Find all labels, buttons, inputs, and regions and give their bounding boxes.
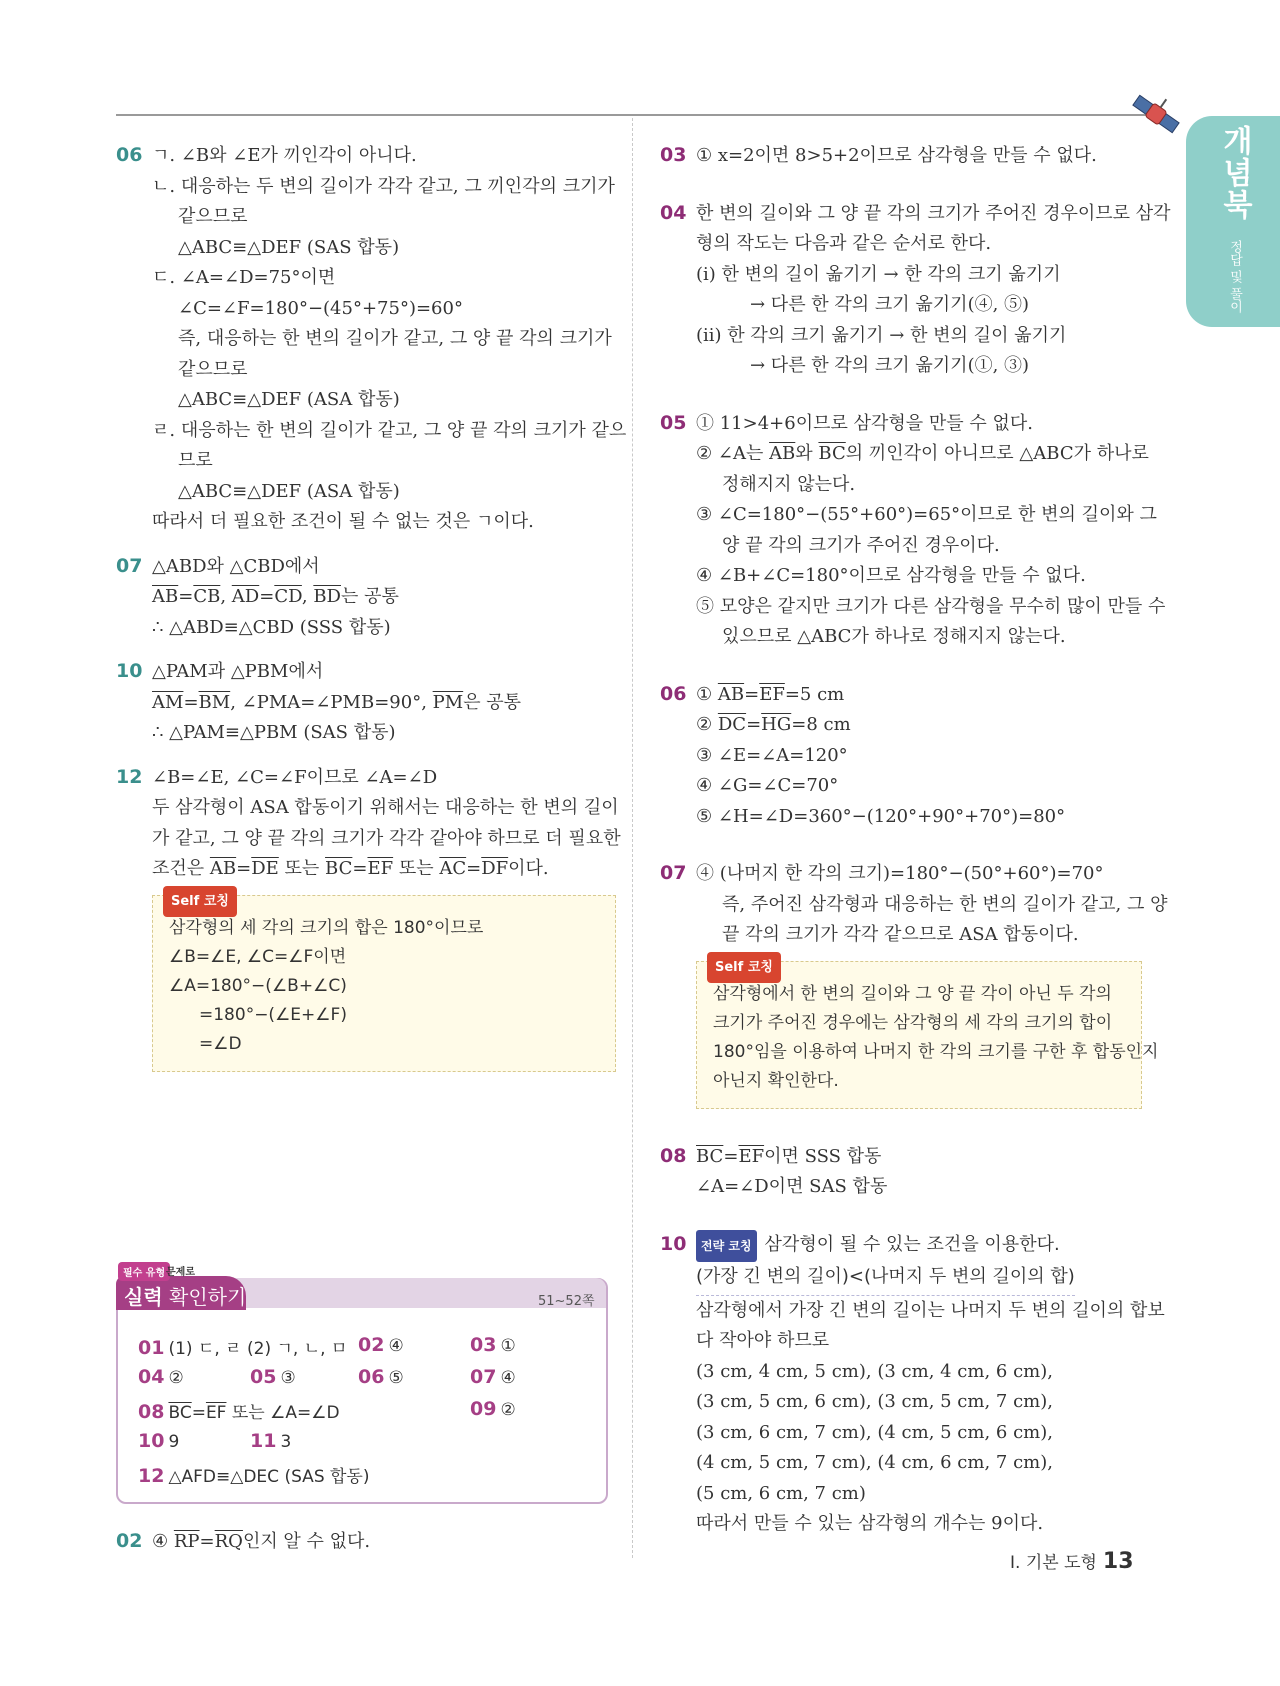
coaching-tag: Self 코칭 (163, 886, 237, 917)
self-coaching-box: Self 코칭 삼각형의 세 각의 크기의 합은 180°이므로 ∠B=∠E, ∠C=∠F이면 ∠A=180°−(∠B+∠C) =180°−(∠E+∠F) =∠D (152, 895, 616, 1072)
text-line: (4 cm, 5 cm, 7 cm), (4 cm, 6 cm, 7 cm), (696, 1452, 1053, 1473)
text-line: ④ (나머지 한 각의 크기)=180°−(50°+60°)=70° (696, 863, 1104, 884)
problem-number: 08 (660, 1144, 687, 1167)
answer-12: 12 △AFD≡△DEC (SAS 합동) (138, 1465, 370, 1487)
problem-06-line1: 06 ㄱ. ∠B와 ∠E가 끼인각이 아니다. (116, 140, 616, 172)
top-rule (116, 114, 1164, 116)
text-line: △ABC≡△DEF (ASA 합동) (178, 480, 400, 502)
text-line: ∴ △ABD≡△CBD (SSS 합동) (152, 616, 391, 638)
self-coaching-box: Self 코칭 삼각형에서 한 변의 길이와 그 양 끝 각이 아닌 두 각의 크기가 주어진 경우에는 삼각형의 세 각의 크기의 합이 180°임을 이용하여 나머지 한 각의 크기를 구한 후 합동인지 아닌지 확인한다. (696, 961, 1142, 1109)
text-line: (3 cm, 5 cm, 6 cm), (3 cm, 5 cm, 7 cm), (696, 1391, 1053, 1412)
text-line: 같으므로 (178, 206, 248, 227)
text-line: ③ ∠E=∠A=120° (696, 744, 848, 766)
text-line: 양 끝 각의 크기가 주어진 경우이다. (722, 534, 1000, 556)
text-line: 두 삼각형이 ASA 합동이기 위해서는 대응하는 한 변의 길이 (152, 797, 619, 818)
answer-08: 08 $\overline{BC}=\overline{EF}$ 또는 ∠A=∠D (138, 1401, 340, 1423)
problem-number: 06 (116, 144, 143, 166)
problem-number: 02 (116, 1530, 143, 1552)
text-line: 정해지지 않는다. (722, 473, 856, 495)
text-line: ② ∠A는 $\overline{AB}$와 $\overline{BC}$의 끼인각이 아니므로 △ABC가 하나로 (696, 443, 1149, 464)
text-line: → 다른 한 각의 크기 옮기기(④, ⑤) (750, 294, 1030, 315)
tab-subtitle: 정답 및 풀이 (1227, 240, 1242, 314)
tab-title: 개념북 (1217, 125, 1252, 221)
column-divider (632, 118, 633, 1558)
problem-02: 02 ④ $\overline{RP}=\overline{RQ}$인지 알 수 없다. (116, 1526, 616, 1558)
text-line: 조건은 $\overline{AB}=\overline{DE}$ 또는 $\overline{BC}=\overline{EF}$ 또는 $\overline{AC}=\overline{DF}$이다. (152, 858, 549, 879)
badge-required: 필수 유형 (118, 1262, 170, 1281)
text-line: ㄴ. 대응하는 두 변의 길이가 각각 같고, 그 끼인각의 크기가 (152, 175, 615, 197)
right-column: 03 ① x=2이면 8>5+2이므로 삼각형을 만들 수 없다. 04 한 변의 길이와 그 양 끝 각의 크기가 주어진 경우이므로 삼각 형의 작도는 다음과 같은 순서로 한다. (ⅰ) 한 변의 길이 옮기기 → 한 각의 크기 옮기기 → 다른 한 각의 크기 옮기기(④, ⑤) (ⅱ) 한 각의 크기 옮기기 → 한 변의 길이 옮기기 → 다른 한 각의 크기 옮기기(①, ③) 05 ① 11>4+6이므로 삼각형을 만들 수 없다. ② ∠A는 $\overline{AB}$와 $\overline{BC}$의 끼인각이 아니므로 △ABC가 하나로 정해지지 않는다. ③ ∠C=180°−(55°+60°)=65°이므로 한 변의 길이와 그 양 끝 각의 크기가 주어진 경우이다. ④ ∠B+∠C=180°이므로 삼각형을 만들 수 없다. ⑤ 모양은 같지만 크기가 다른 삼각형을 무수히 많이 만들 수 있으므로 △ABC가 하나로 정해지지 않는다. 06 ① $\overline{AB}=\overline{EF}=5$ cm ② $\overline{DC}=\overline{HG}=8$ cm ③ ∠E=∠A=120° ④ ∠G=∠C=70° ⑤ ∠H=∠D=360°−(120°+90°+70°)=80° 07 ④ (나머지 한 각의 크기)=180°−(50°+60°)=70° 즉, 주어진 삼각형과 대응하는 한 변의 길이가 같고, 그 양 끝 각의 크기가 각각 같으므로 ASA 합동이다. Self 코칭 삼각형에서 한 변의 길이와 그 양 끝 각이 아닌 두 각의 크기가 주어진 경우에는 삼각형의 세 각의 크기의 합이 180°임을 이용하여 나머지 한 각의 크기를 구한 후 합동인지 아닌지 확인한다. 08 $\overline{BC}=\overline{EF}$이면 SSS 합동 ∠A=∠D이면 SAS 합동 10 전략 코칭 삼각형이 될 수 있는 조건을 이용한다. (가장 긴 변의 길이)<(나머지 두 변의 길이의 합) 삼각형에서 가장 긴 변의 길이는 나머지 두 변의 길이의 합보 다 작아야 하므로 (3 cm, 4 cm, 5 cm), (3 cm, 4 cm, 6 cm), (3 cm, 5 cm, 6 cm), (3 cm, 5 cm, 7 cm), (3 cm, 6 cm, 7 cm), (4 cm, 5 cm, 6 cm), (4 cm, 5 cm, 7 cm), (4 cm, 6 cm, 7 cm), (5 cm, 6 cm, 7 cm) 따라서 만들 수 있는 삼각형의 개수는 9이다. (660, 140, 1160, 1540)
answer-02: 02 ④ (358, 1334, 404, 1356)
text-line: 므로 (178, 450, 213, 471)
answer-01: 01 (1) ㄷ, ㄹ (2) ㄱ, ㄴ, ㅁ (138, 1337, 348, 1359)
text-line: ∴ △PAM≡△PBM (SAS 합동) (152, 722, 396, 743)
text-line: 다 작아야 하므로 (696, 1330, 830, 1351)
text-line: ④ ∠G=∠C=70° (696, 775, 839, 796)
text-line: ⑤ ∠H=∠D=360°−(120°+90°+70°)=80° (696, 805, 1066, 827)
text-line: △ABC≡△DEF (SAS 합동) (178, 236, 400, 258)
problem-number: 07 (660, 862, 687, 884)
answer-11: 11 3 (250, 1430, 292, 1452)
problem-number: 05 (660, 411, 687, 434)
problem-number: 07 (116, 554, 143, 577)
text-line: ∠A=∠D이면 SAS 합동 (696, 1176, 888, 1197)
text-line: △ABC≡△DEF (ASA 합동) (178, 389, 400, 410)
page-number: 13 (1102, 1549, 1134, 1574)
text-line: ∠C=∠F=180°−(45°+75°)=60° (178, 297, 463, 319)
text-line: ⑤ 모양은 같지만 크기가 다른 삼각형을 무수히 많이 만들 수 (696, 595, 1166, 617)
problem-number: 04 (660, 201, 687, 224)
page-range: 51~52쪽 (538, 1294, 595, 1309)
problem-number: 10 (660, 1232, 687, 1255)
problem-number: 06 (660, 682, 687, 705)
text-line: 즉, 대응하는 한 변의 길이가 같고, 그 양 끝 각의 크기가 (178, 328, 612, 349)
answer-06: 06 ⑤ (358, 1366, 404, 1388)
text-line: → 다른 한 각의 크기 옮기기(①, ③) (750, 355, 1030, 376)
text-line: $\overline{AM}=\overline{BM}$, ∠PMA=∠PMB=90°, $\overline{PM}$은 공통 (152, 691, 522, 713)
answer-05: 05 ③ (250, 1366, 296, 1388)
text-line: 삼각형이 될 수 있는 조건을 이용한다. (764, 1233, 1060, 1255)
problem-number: 10 (116, 660, 143, 682)
page-footer (1010, 1548, 1134, 1574)
text-line: 한 변의 길이와 그 양 끝 각의 크기가 주어진 경우이므로 삼각 (696, 202, 1171, 224)
text-line: ② $\overline{DC}=\overline{HG}=8$ cm (696, 714, 851, 735)
badge-problems: 문제로 (166, 1267, 195, 1278)
answer-04: 04 ② (138, 1366, 184, 1388)
problem-12-line1: 12 ∠B=∠E, ∠C=∠F이므로 ∠A=∠D (116, 762, 616, 794)
coaching-tag: Self 코칭 (707, 952, 781, 983)
text-line: $\overline{AB}=\overline{CB}$, $\overline{AD}=\overline{CD}$, $\overline{BD}$는 공통 (152, 586, 399, 607)
text-line: 가 같고, 그 양 끝 각의 크기가 각각 같아야 하므로 더 필요한 (152, 827, 621, 849)
answer-09: 09 ② (470, 1398, 516, 1420)
answer-10: 10 9 (138, 1430, 180, 1452)
text-line: 형의 작도는 다음과 같은 순서로 한다. (696, 233, 992, 254)
text-line: ㄹ. 대응하는 한 변의 길이가 같고, 그 양 끝 각의 크기가 같으 (152, 419, 627, 441)
left-column (116, 140, 627, 1078)
text-line: (가장 긴 변의 길이)<(나머지 두 변의 길이의 합) (660, 1262, 1160, 1296)
text-line: 삼각형에서 가장 긴 변의 길이는 나머지 두 변의 길이의 합보 (696, 1299, 1165, 1321)
text-line: 따라서 만들 수 있는 삼각형의 개수는 9이다. (696, 1513, 1044, 1534)
problem-10-line1: 10 △PAM과 △PBM에서 (116, 656, 616, 688)
answer-box-title: 실력 확인하기 (124, 1285, 247, 1309)
text-line: (5 cm, 6 cm, 7 cm) (696, 1482, 866, 1504)
satellite-icon (1128, 86, 1184, 142)
text-line: ① 11>4+6이므로 삼각형을 만들 수 없다. (696, 412, 1033, 434)
text-line: 같으므로 (178, 358, 248, 380)
text-line: ① x=2이면 8>5+2이므로 삼각형을 만들 수 없다. (696, 145, 1097, 166)
section-label: Ⅰ. 기본 도형 (1010, 1553, 1097, 1573)
text-line: (3 cm, 6 cm, 7 cm), (4 cm, 5 cm, 6 cm), (696, 1421, 1053, 1443)
text-line: (3 cm, 4 cm, 5 cm), (3 cm, 4 cm, 6 cm), (696, 1360, 1053, 1382)
answer-07: 07 ④ (470, 1366, 516, 1388)
problem-number: 12 (116, 765, 143, 788)
text-line: (ⅰ) 한 변의 길이 옮기기 → 한 각의 크기 옮기기 (696, 263, 1061, 285)
text-line: 있으므로 △ABC가 하나로 정해지지 않는다. (722, 626, 1066, 647)
text-line: (ⅱ) 한 각의 크기 옮기기 → 한 변의 길이 옮기기 (696, 324, 1067, 346)
text-line: ㄷ. ∠A=∠D=75°이면 (152, 267, 336, 288)
strategy-tag: 전략 코칭 (696, 1230, 757, 1263)
text-line: 따라서 더 필요한 조건이 될 수 없는 것은 ㄱ이다. (152, 511, 534, 532)
text-line: 끝 각의 크기가 각각 같으므로 ASA 합동이다. (722, 924, 1079, 945)
answer-03: 03 ① (470, 1334, 516, 1356)
text-line: 즉, 주어진 삼각형과 대응하는 한 변의 길이가 같고, 그 양 (722, 893, 1168, 915)
text-line: ③ ∠C=180°−(55°+60°)=65°이므로 한 변의 길이와 그 (696, 504, 1157, 525)
text-line: ④ ∠B+∠C=180°이므로 삼각형을 만들 수 없다. (696, 565, 1086, 586)
problem-number: 03 (660, 144, 687, 166)
problem-07-line1: 07 △ABD와 △CBD에서 (116, 551, 616, 583)
